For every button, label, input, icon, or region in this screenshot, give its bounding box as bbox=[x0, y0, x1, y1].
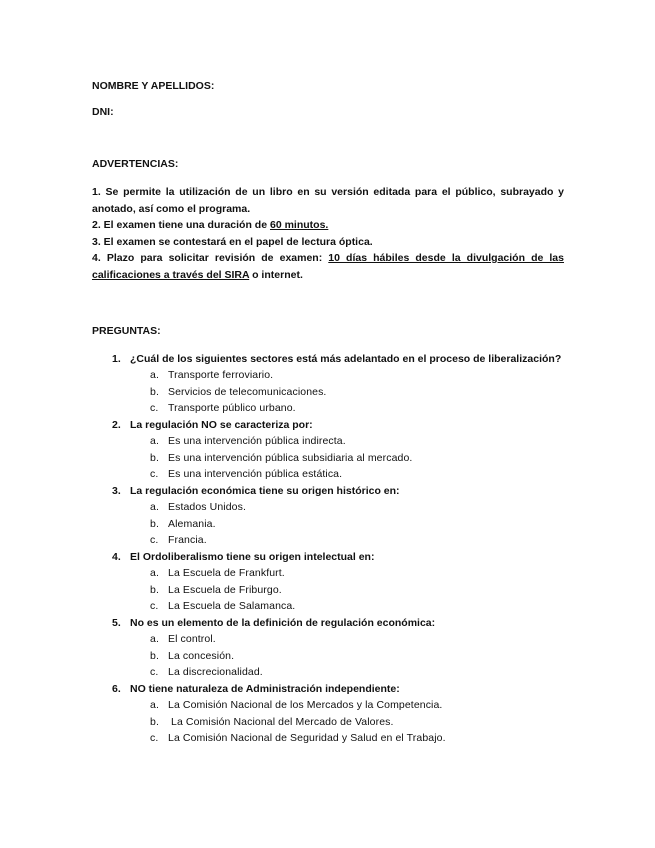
warnings-title: ADVERTENCIAS: bbox=[92, 158, 179, 170]
option-letter: b. bbox=[150, 716, 159, 728]
option-text: La concesión. bbox=[168, 650, 235, 662]
option-text: Es una intervención pública subsidiaria al mercado. bbox=[168, 452, 413, 464]
warning-item-4-line-2 bbox=[92, 267, 564, 284]
option-letter: c. bbox=[150, 600, 159, 612]
option-text: La Comisión Nacional de Seguridad y Salud en el Trabajo. bbox=[168, 732, 446, 744]
review-deadline-a: 10 días hábiles desde la divulgación de las bbox=[328, 252, 564, 264]
questions-title: PREGUNTAS: bbox=[92, 325, 161, 337]
question-2 bbox=[112, 417, 313, 434]
question-5 bbox=[112, 615, 435, 632]
warning-item-1 bbox=[92, 184, 564, 217]
option-4a bbox=[150, 565, 285, 582]
option-text: Es una intervención pública indirecta. bbox=[168, 435, 346, 447]
option-6a bbox=[150, 697, 442, 714]
question-number: 4. bbox=[112, 551, 121, 563]
warning-item-3: 3. El examen se contestará en el papel de lectura óptica. bbox=[92, 236, 373, 248]
option-1b bbox=[150, 384, 326, 401]
option-1c bbox=[150, 400, 296, 417]
option-text: La Escuela de Frankfurt. bbox=[168, 567, 285, 579]
warning-item-1-line-1: 1. Se permite la utilización de un libro en su versión editada para el público, subrayado y bbox=[92, 186, 564, 198]
option-text: Es una intervención pública estática. bbox=[168, 468, 343, 480]
option-letter: b. bbox=[150, 584, 159, 596]
option-text: La discrecionalidad. bbox=[168, 666, 263, 678]
option-5a bbox=[150, 631, 216, 648]
option-4b bbox=[150, 582, 282, 599]
option-text: La Escuela de Friburgo. bbox=[168, 584, 282, 596]
option-3c bbox=[150, 532, 207, 549]
option-3a bbox=[150, 499, 246, 516]
option-3b bbox=[150, 516, 216, 533]
option-text: Transporte ferroviario. bbox=[168, 369, 274, 381]
option-text: La Comisión Nacional del Mercado de Valores. bbox=[168, 716, 394, 728]
option-letter: b. bbox=[150, 518, 159, 530]
option-6c bbox=[150, 730, 446, 747]
warning-item-4 bbox=[92, 250, 564, 283]
option-letter: a. bbox=[150, 501, 159, 513]
warning-item-1-line-2: anotado, así como el programa. bbox=[92, 202, 251, 215]
question-number: 5. bbox=[112, 617, 121, 629]
option-letter: b. bbox=[150, 386, 159, 398]
option-text: La Comisión Nacional de los Mercados y la Competencia. bbox=[168, 699, 443, 711]
question-text: No es un elemento de la definición de regulación económica: bbox=[130, 617, 436, 629]
option-2c bbox=[150, 466, 342, 483]
option-letter: a. bbox=[150, 369, 159, 381]
option-text: Estados Unidos. bbox=[168, 501, 246, 513]
option-text: Transporte público urbano. bbox=[168, 402, 296, 414]
option-1a bbox=[150, 367, 273, 384]
option-text: El control. bbox=[168, 633, 216, 645]
option-2a bbox=[150, 433, 346, 450]
question-number: 2. bbox=[112, 419, 121, 431]
question-number: 1. bbox=[112, 353, 121, 365]
question-number: 6. bbox=[112, 683, 121, 695]
warning-item-2 bbox=[92, 217, 328, 234]
question-text: El Ordoliberalismo tiene su origen intelectual en: bbox=[130, 551, 375, 563]
warning-item-2-text: 2. El examen tiene una duración de bbox=[92, 219, 270, 231]
option-letter: c. bbox=[150, 666, 159, 678]
option-letter: a. bbox=[150, 567, 159, 579]
option-letter: a. bbox=[150, 633, 159, 645]
warning-item-4-text: 4. Plazo para solicitar revisión de examen: bbox=[92, 252, 329, 264]
question-text: ¿Cuál de los siguientes sectores está más adelantado en el proceso de liberalización? bbox=[130, 353, 562, 365]
question-6 bbox=[112, 681, 400, 698]
option-letter: b. bbox=[150, 452, 159, 464]
name-label: NOMBRE Y APELLIDOS: bbox=[92, 80, 215, 92]
option-letter: c. bbox=[150, 534, 159, 546]
option-text: Alemania. bbox=[168, 518, 216, 530]
option-letter: c. bbox=[150, 468, 159, 480]
question-text: La regulación NO se caracteriza por: bbox=[130, 419, 313, 431]
exam-duration: 60 minutos. bbox=[269, 219, 329, 231]
option-2b bbox=[150, 450, 412, 467]
option-letter: a. bbox=[150, 435, 159, 447]
warning-item-4-tail: o internet. bbox=[249, 268, 303, 281]
option-letter: a. bbox=[150, 699, 159, 711]
question-number: 3. bbox=[112, 485, 121, 497]
option-letter: c. bbox=[150, 402, 159, 414]
review-deadline-b: calificaciones a través del SIRA bbox=[92, 268, 250, 281]
option-5c bbox=[150, 664, 263, 681]
option-text: Servicios de telecomunicaciones. bbox=[168, 386, 327, 398]
question-text: NO tiene naturaleza de Administración independiente: bbox=[130, 683, 400, 695]
dni-label: DNI: bbox=[92, 106, 114, 118]
option-letter: c. bbox=[150, 732, 159, 744]
option-letter: b. bbox=[150, 650, 159, 662]
question-4 bbox=[112, 549, 374, 566]
question-3 bbox=[112, 483, 400, 500]
option-6b bbox=[150, 714, 394, 731]
warning-item-4-line-1 bbox=[92, 250, 564, 267]
option-text: La Escuela de Salamanca. bbox=[168, 600, 296, 612]
option-5b bbox=[150, 648, 234, 665]
question-1 bbox=[112, 351, 561, 368]
question-text: La regulación económica tiene su origen histórico en: bbox=[130, 485, 400, 497]
option-text: Francia. bbox=[168, 534, 207, 546]
option-4c bbox=[150, 598, 295, 615]
